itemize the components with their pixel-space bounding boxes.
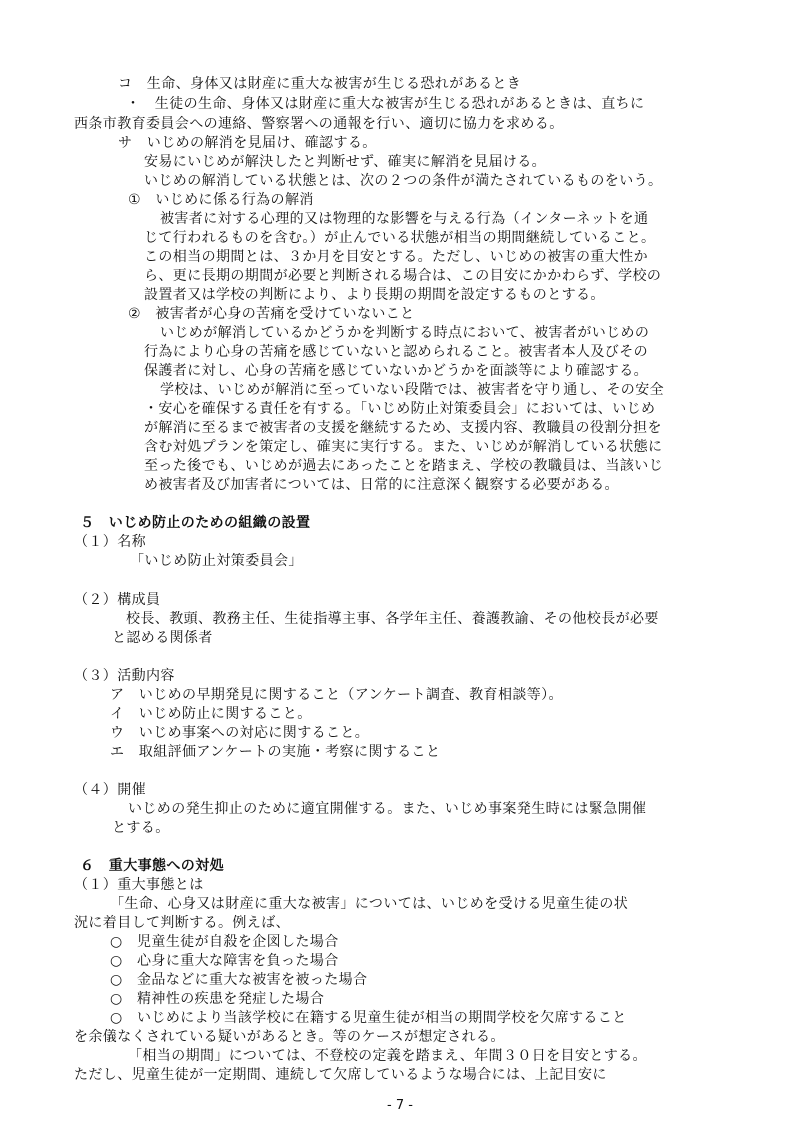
text-line: 設置者又は学校の判断により、より長期の期間を設定するものとする。 bbox=[144, 287, 605, 303]
text-line: ① いじめに係る行為の解消 bbox=[128, 192, 314, 208]
subsection-heading: （３）活動内容 bbox=[74, 668, 175, 684]
text-line: め被害者及び加害者については、日常的に注意深く観察する必要がある。 bbox=[144, 477, 619, 493]
text-line: 「生命、心身又は財産に重大な被害」については、いじめを受ける児童生徒の状 bbox=[110, 896, 629, 912]
subsection-heading: （４）開催 bbox=[74, 782, 146, 798]
text-line: ・ 生徒の生命、身体又は財産に重大な被害が生じる恐れがあるときは、直ちに bbox=[126, 96, 645, 112]
text-line: 保護者に対し、心身の苦痛を感じていないかどうかを面談等により確認する。 bbox=[144, 363, 648, 379]
text-line: 行為により心身の苦痛を感じていないと認められること。被害者本人及びその bbox=[144, 344, 648, 360]
text-line: 「いじめ防止対策委員会」 bbox=[130, 553, 303, 569]
text-line: 「相当の期間」については、不登校の定義を踏まえ、年間３０日を目安とする。 bbox=[128, 1048, 647, 1064]
page-number: - 7 - bbox=[387, 1098, 413, 1113]
text-line: ら、更に長期の期間が必要と判断される場合は、この目安にかかわらず、学校の bbox=[144, 268, 662, 284]
text-line: 西条市教育委員会への連絡、警察署への通報を行い、適切に協力を求める。 bbox=[74, 116, 564, 132]
subsection-heading: （２）構成員 bbox=[74, 592, 161, 608]
text-line: を余儀なくされている疑いがあるとき。等のケースが想定される。 bbox=[74, 1029, 505, 1045]
section-heading: ５ いじめ防止のための組織の設置 bbox=[80, 515, 311, 531]
text-line: いじめが解消しているかどうかを判断する時点において、被害者がいじめの bbox=[160, 325, 650, 341]
text-line: サ いじめの解消を見届け、確認する。 bbox=[118, 135, 377, 151]
text-line: と認める関係者 bbox=[112, 630, 213, 646]
text-line: ② 被害者が心身の苦痛を受けていないこと bbox=[128, 306, 415, 322]
text-line: いじめの解消している状態とは、次の２つの条件が満たされているものをいう。 bbox=[144, 173, 663, 189]
text-line: とする。 bbox=[112, 820, 170, 836]
text-line: 校長、教頭、教務主任、生徒指導主事、各学年主任、養護教諭、その他校長が必要 bbox=[126, 611, 659, 627]
list-item: ○ 心身に重大な障害を負った場合 bbox=[110, 953, 339, 969]
text-line: 学校は、いじめが解消に至っていない段階では、被害者を守り通し、その安全 bbox=[160, 382, 664, 398]
text-line: 含む対処プランを策定し、確実に実行する。また、いじめが解消している状態に bbox=[144, 439, 663, 455]
text-line: ただし、児童生徒が一定期間、連続して欠席しているような場合には、上記目安に bbox=[74, 1067, 607, 1083]
list-item: エ 取組評価アンケートの実施・考察に関すること bbox=[110, 744, 441, 760]
list-item: ○ 児童生徒が自殺を企図した場合 bbox=[110, 934, 339, 950]
list-item: ○ 精神性の疾患を発症した場合 bbox=[110, 991, 325, 1007]
list-item: ○ いじめにより当該学校に在籍する児童生徒が相当の期間学校を欠席すること bbox=[110, 1010, 627, 1026]
subsection-heading: （１）名称 bbox=[74, 534, 146, 550]
text-line: 安易にいじめが解決したと判断せず、確実に解消を見届ける。 bbox=[144, 154, 547, 170]
list-item: ウ いじめ事案への対応に関すること。 bbox=[110, 725, 370, 741]
list-item: ア いじめの早期発見に関すること（アンケート調査、教育相談等）。 bbox=[110, 687, 563, 703]
text-line: いじめの発生抑止のために適宜開催する。また、いじめ事案発生時には緊急開催 bbox=[128, 801, 647, 817]
text-line: コ 生命、身体又は財産に重大な被害が生じる恐れがあるとき bbox=[118, 76, 522, 92]
list-item: ○ 金品などに重大な被害を被った場合 bbox=[110, 972, 368, 988]
list-item: イ いじめ防止に関すること。 bbox=[110, 706, 312, 722]
text-line: 況に着目して判断する。例えば、 bbox=[74, 915, 290, 931]
subsection-heading: （１）重大事態とは bbox=[74, 877, 204, 893]
section-heading: ６ 重大事態への対処 bbox=[80, 858, 224, 874]
text-line: が解消に至るまで被害者の支援を継続するため、支援内容、教職員の役割分担を bbox=[144, 420, 662, 436]
text-line: この相当の期間とは、３か月を目安とする。ただし、いじめの被害の重大性か bbox=[144, 249, 648, 265]
text-line: ・安心を確保する責任を有する。「いじめ防止対策委員会」においては、いじめ bbox=[144, 401, 656, 417]
text-line: 被害者に対する心理的又は物理的な影響を与える行為（インターネットを通 bbox=[160, 211, 649, 227]
text-line: 至った後でも、いじめが過去にあったことを踏まえ、学校の教職員は、当該いじ bbox=[144, 458, 664, 474]
text-line: じて行われるものを含む。）が止んでいる状態が相当の期間継続していること。 bbox=[144, 230, 656, 246]
